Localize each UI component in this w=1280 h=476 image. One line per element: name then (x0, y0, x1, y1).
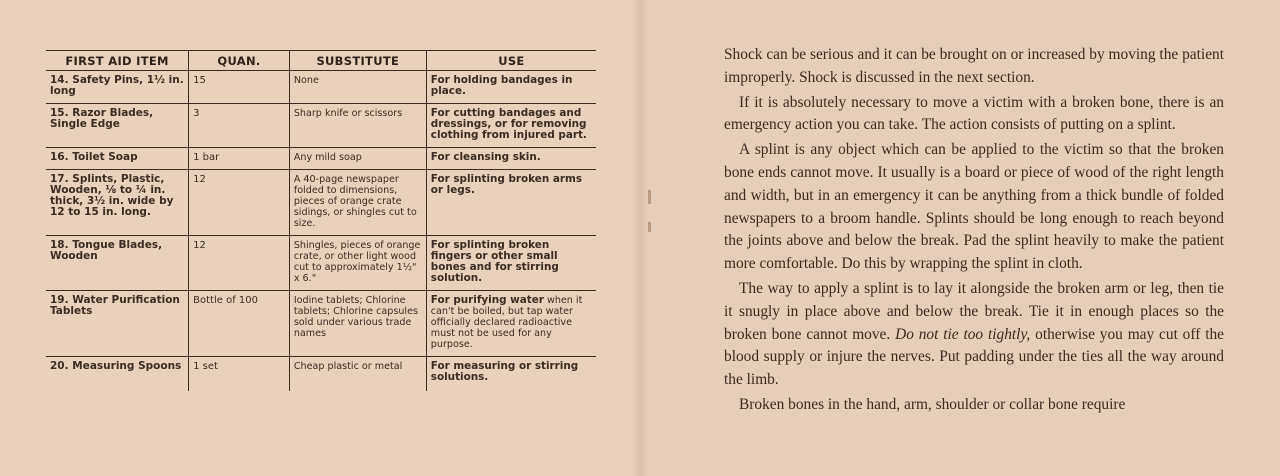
table-row (46, 236, 596, 291)
quantity-cell: 3 (189, 104, 290, 148)
item-name: Measuring Spoons (72, 360, 182, 372)
item-cell (46, 170, 189, 236)
quantity-cell: 12 (189, 170, 290, 236)
substitute-cell: Cheap plastic or metal (289, 357, 426, 392)
quantity-cell: 15 (189, 71, 290, 104)
quantity-cell: 1 bar (189, 148, 290, 170)
paragraph: If it is absolutely necessary to move a victim with a broken bone, there is an emergency action you can take. The action consists of putting on a splint. (724, 93, 1224, 134)
use-text: For cleansing skin. (430, 151, 541, 163)
item-cell (46, 236, 189, 291)
first-aid-table (46, 50, 596, 391)
item-number: 14. (50, 74, 69, 86)
paragraph: Shock can be serious and it can be brought on or increased by moving the patient improperly. Shock is discussed in the next section. (724, 46, 1224, 86)
use-text: For purifying water (430, 294, 544, 306)
use-cell (426, 104, 596, 148)
item-cell (46, 291, 189, 357)
item-name: Toilet Soap (72, 151, 138, 163)
item-number: 18. (50, 239, 69, 251)
header-use: USE (426, 51, 596, 71)
item-number: 19. (50, 294, 69, 306)
substitute-cell: Any mild soap (289, 148, 426, 170)
table-row (46, 357, 596, 392)
substitute-cell: Sharp knife or scissors (289, 104, 426, 148)
item-number: 15. (50, 107, 69, 119)
paragraph-text: otherwise you may cut off the blood supply or injure the nerves. Put padding under the ties all the way around the limb. (724, 325, 1224, 389)
use-text-detail: when it can't be boiled, but tap water officially declared radioactive must not be used for any purpose. (430, 295, 583, 350)
substitute-cell: A 40-page newspaper folded to dimensions, pieces of orange crate sidings, or shingles cut to size. (289, 170, 426, 236)
item-name: Razor Blades, Single Edge (50, 107, 154, 130)
substitute-cell: Iodine tablets; Chlorine tablets; Chlorine capsules sold under various trade names (289, 291, 426, 357)
item-name: Tongue Blades, Wooden (50, 239, 163, 262)
use-cell (426, 71, 596, 104)
book-gutter (632, 0, 648, 476)
table-row (46, 170, 596, 236)
quantity-cell: 1 set (189, 357, 290, 392)
table-row (46, 291, 596, 357)
item-cell (46, 357, 189, 392)
item-cell (46, 71, 189, 104)
paragraph: A splint is any object which can be applied to the victim so that the broken bone ends cannot move. It usually is a board or piece of wood of the right length and width, but in an emergency it can be anything from a thick bundle of folded newspapers to a broom handle. Splints should be long enough to reach beyond the joints above and below the break. Pad the splint heavily to make the patient more comfortable. Do this by wrapping the splint in cloth. (724, 141, 1224, 273)
table-header-row (46, 51, 596, 71)
item-cell (46, 104, 189, 148)
use-cell (426, 291, 596, 357)
substitute-cell: None (289, 71, 426, 104)
staple-mark (648, 190, 651, 204)
body-text (724, 44, 1224, 419)
table-row (46, 104, 596, 148)
item-name: Water Purification Tablets (50, 294, 180, 317)
use-text: For cutting bandages and dressings, or for removing clothing from injured part. (430, 107, 587, 141)
item-number: 17. (50, 173, 69, 185)
paragraph: Broken bones in the hand, arm, shoulder or collar bone require (739, 395, 1126, 413)
use-text: For measuring or stirring solutions. (430, 360, 579, 383)
italic-warning: Do not tie too tightly, (895, 325, 1031, 343)
item-name: Safety Pins, 1½ in. long (50, 74, 184, 97)
quantity-cell: Bottle of 100 (189, 291, 290, 357)
paragraph-text: The way to apply a splint is to lay it alongside the broken arm or leg, then tie it snugly in place above and below the break. Tie it in enough places so the broken bone cannot move. (724, 279, 1224, 343)
item-cell (46, 148, 189, 170)
use-cell (426, 236, 596, 291)
header-first-aid-item: FIRST AID ITEM (46, 51, 189, 71)
use-text: For splinting broken fingers or other small bones and for stirring solution. (430, 239, 559, 284)
header-substitute: SUBSTITUTE (289, 51, 426, 71)
table-row (46, 148, 596, 170)
paragraph (724, 278, 1224, 392)
use-cell (426, 357, 596, 392)
item-name: Splints, Plastic, Wooden, ⅛ to ¼ in. thick, 3½ in. wide by 12 to 15 in. long. (50, 173, 174, 218)
header-quantity: QUAN. (189, 51, 290, 71)
item-number: 16. (50, 151, 69, 163)
substitute-cell: Shingles, pieces of orange crate, or other light wood cut to approximately 1½" x 6." (289, 236, 426, 291)
use-cell (426, 170, 596, 236)
use-text: For holding bandages in place. (430, 74, 573, 97)
quantity-cell: 12 (189, 236, 290, 291)
item-number: 20. (50, 360, 69, 372)
staple-mark (648, 222, 651, 232)
table-row (46, 71, 596, 104)
use-text: For splinting broken arms or legs. (430, 173, 583, 196)
use-cell (426, 148, 596, 170)
